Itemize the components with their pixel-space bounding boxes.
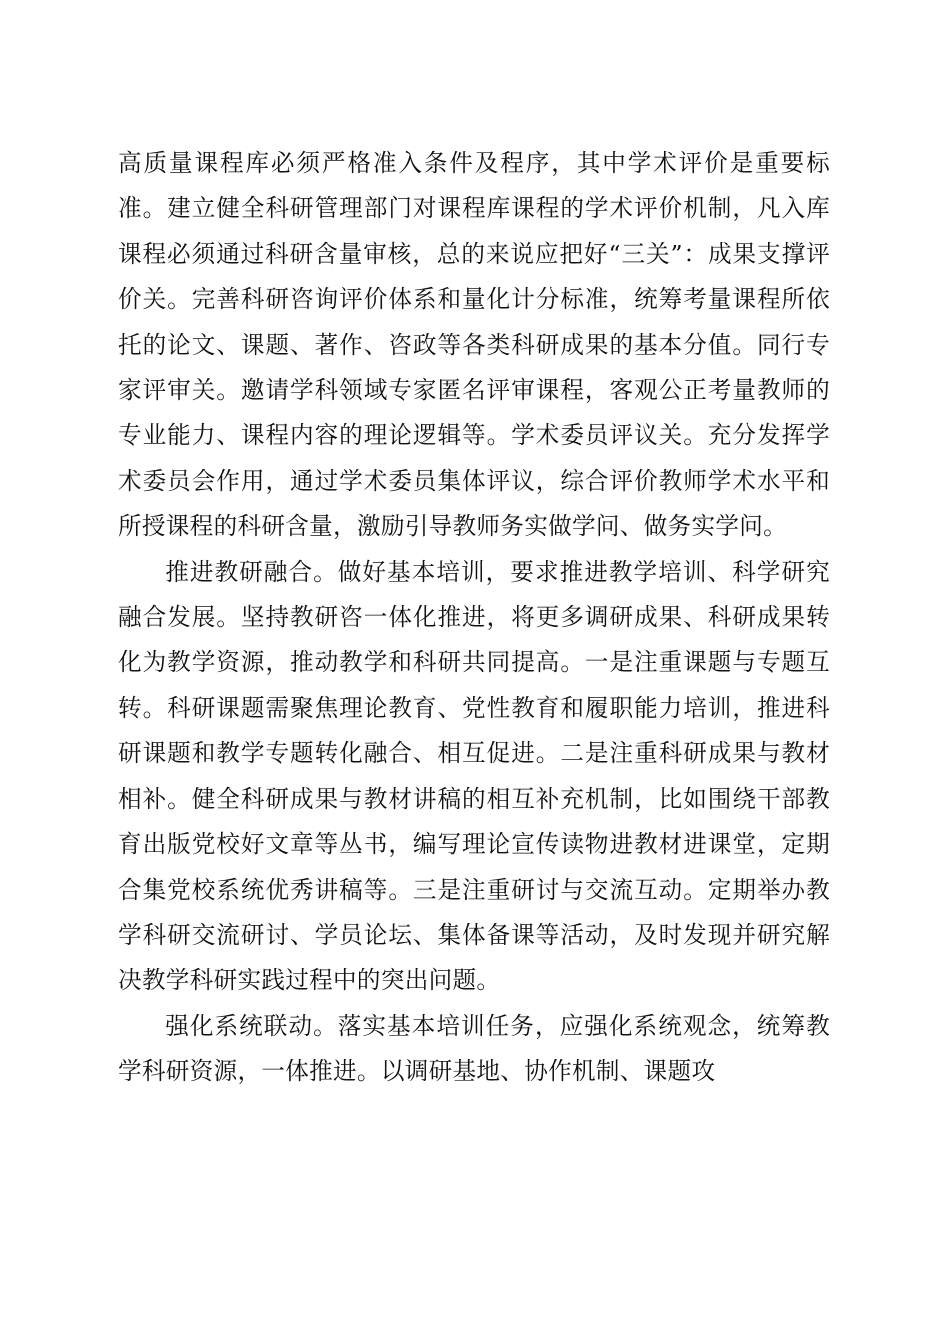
paragraph-system-linkage: 强化系统联动。落实基本培训任务，应强化系统观念，统筹教学科研资源，一体推进。以调研基地、协作机制、课题攻 <box>118 1011 830 1086</box>
paragraph-teaching-research-integration: 推进教研融合。做好基本培训，要求推进教学培训、科学研究融合发展。坚持教研咨一体化推进，将更多调研成果、科研成果转化为教学资源，推动教学和科研共同提高。一是注重课题与专题互转。科研课题需聚焦理论教育、党性教育和履职能力培训，推进科研课题和教学专题转化融合、相互促进。二是注重科研成果与教材相补。健全科研成果与教材讲稿的相互补充机制，比如围绕干部教育出版党校好文章等丛书，编写理论宣传读物进教材进课堂，定期合集党校系统优秀讲稿等。三是注重研讨与交流互动。定期举办教学科研交流研讨、学员论坛、集体备课等活动，及时发现并研究解决教学科研实践过程中的突出问题。 <box>118 557 830 995</box>
paragraph-course-library: 高质量课程库必须严格准入条件及程序，其中学术评价是重要标准。建立健全科研管理部门对课程库课程的学术评价机制，凡入库课程必须通过科研含量审核，总的来说应把好“三关”：成果支撑评价关。完善科研咨询评价体系和量化计分标准，统筹考量课程所依托的论文、课题、著作、咨政等各类科研成果的基本分值。同行专家评审关。邀请学科领域专家匿名评审课程，客观公正考量教师的专业能力、课程内容的理论逻辑等。学术委员评议关。充分发挥学术委员会作用，通过学术委员集体评议，综合评价教师学术水平和所授课程的科研含量，激励引导教师务实做学问、做务实学问。 <box>118 149 830 541</box>
document-page <box>118 141 830 1095</box>
